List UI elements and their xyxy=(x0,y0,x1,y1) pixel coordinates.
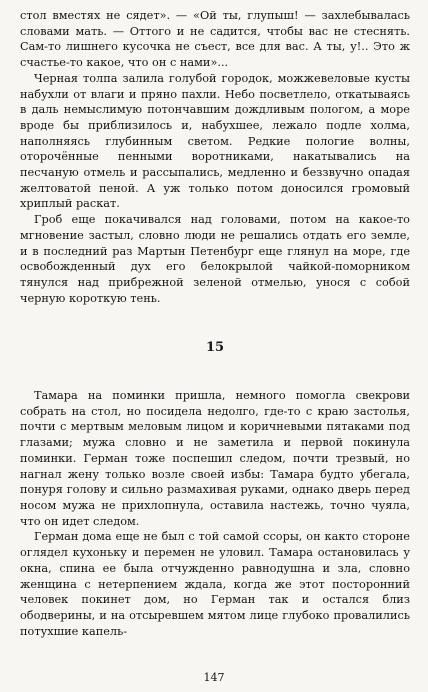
paragraph-wake: Тамара на поминки пришла, немного помогла свекрови собрать на стол, но посидела недолго, где-то с краю застолья, почти с мертвым меловым лицом и коричневыми пятаками под глазами; мужа словно и не заметила и первой покинула поминки. Герман тоже поспешил следом, почти трезвый, но нагнал жену только возле своей избы: Тамара будто убегала, понуря голову и сильно размахивая руками, однако дверь перед носом мужа не прихлопнула, оставила настежь, точно чуяла, что он идет следом. xyxy=(20,389,410,528)
chapter-number: 15 xyxy=(205,340,225,356)
page-number: 147 xyxy=(203,671,225,684)
paragraph-crowd-sea: Черная толпа залила голубой городок, можжевеловые кусты набухли от влаги и пряно пахли. Небо посветлело, откатываясь в даль немыслимую потончавшим дождливым пологом, а море вроде бы приблизилось и, набухшее, лежало подле холма, наполняясь глубинным светом. Редкие пологие волны, оторочённые пенными воротниками, накатывались на песчаную отмель и рассыпались, медленно и беззвучно опадая желтоватой пеной. А уж только потом доносился громовый хриплый раскат. xyxy=(20,71,410,211)
paragraph-coffin: Гроб еще покачивался над головами, потом на какое-то мгновение застыл, словно люди не решались отдать его земле, и в последний раз Мартын Петенбург еще глянул на море, где освобожденный дух его белокрылой чайкой-поморником тянулся над прибрежной зеленой отмелью, унося с собой черную короткую тень. xyxy=(20,213,410,305)
paragraph-german-home: Герман дома еще не был с той самой ссоры, он както стороне оглядел кухоньку и перемен не уловил. Тамара остановилась у окна, спина ее была отчужденно равнодушна и зла, словно женщина с нетерпением ждала, когда же этот посторонний человек покинет дом, но Герман так и остался близ ободверины, и на отсыревшем мятом лице глубоко провалились потухшие капель- xyxy=(20,530,410,638)
paragraph-dialogue-end: стол вместях не сядет». — «Ой ты, глупыш! — захлебывалась словами мать. — Оттого и не садится, чтобы вас не стеснять. Сам-то лишнего кусочка не съест, все для вас. А ты, у!.. Это ж счастье-то какое, что он с нами»... xyxy=(20,9,410,70)
